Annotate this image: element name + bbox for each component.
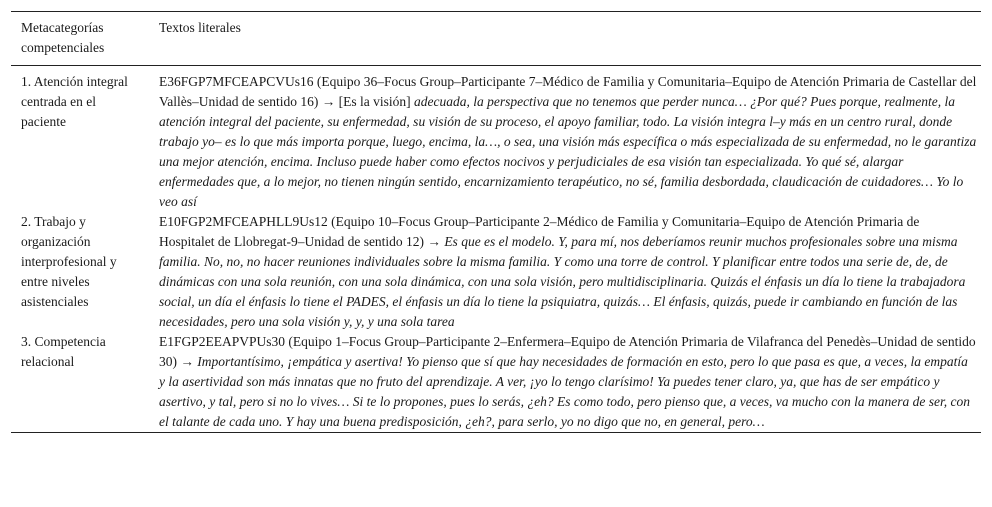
header-metacategories: Metacategorías competenciales [21,20,105,55]
table-row [11,332,981,433]
row-source: E36FGP7MFCEAPCVUs16 (Equipo 36–Focus Group–Participante 7–Médico de Familia y Comunitaria–Equipo de Atención Primaria de Castellar del Vallès–Unidad de sentido 16) → [Es la visión] [159,74,977,109]
row-category: 2. Trabajo y organización interprofesional y entre niveles asistenciales [21,214,117,309]
table-row [11,212,981,332]
row-source: E10FGP2MFCEAPHLL9Us12 (Equipo 10–Focus Group–Participante 2–Médico de Familia y Comunitaria–Equipo de Atención Primaria de Hospitalet de Llobregat-9–Unidad de sentido 12) → [159,214,920,249]
row-source: E1FGP2EEAPVPUs30 (Equipo 1–Focus Group–Participante 2–Enfermera–Equipo de Atención Primaria de Vilafranca del Penedès–Unidad de sentido 30) → [159,334,976,369]
row-category: 3. Competencia relacional [21,334,106,369]
row-quote: Es que es el modelo. Y, para mí, nos deberíamos reunir muchos profesionales sobre una misma familia. No, no, no hacer reuniones individuales sobre la misma familia. Y como una torre de control. Y planificar entre todos una serie de, de, de dinámicas con una sola reunión, con una sola dinámica, con una sola visión, pero multidisciplinaria. Quizás el énfasis un día lo tiene la trabajadora social, un día el énfasis lo tiene el PADES, el énfasis un día lo tiene la psiquiatra, quizás… El énfasis, quizás, puede ir cambiando en función de las necesidades, pero una sola visión y, y, y una sola tarea [159,234,966,329]
row-quote: Importantísimo, ¡empática y asertiva! Yo pienso que sí que hay necesidades de formación en esto, pero lo que pasa es que, a veces, la empatía y la asertividad son más innatas que no fruto del aprendizaje. A ver, ¡yo lo tengo clarísimo! Ya puedes tener claro, ya, que has de ser empático y asertivo, y tal, pero si no lo vives… Si te lo propones, pues lo serás, ¿eh? Es como todo, pero pienso que, a veces, va mucho con la manera de ser, con el talante de cada uno. Y hay una buena predisposición, ¿eh?, para serlo, yo no digo que no, en general, pero… [159,354,970,429]
table-header-row [11,12,981,66]
header-literal-texts: Textos literales [159,20,241,35]
competencies-table [11,11,981,433]
row-text [149,212,981,332]
row-quote: adecuada, la perspectiva que no tenemos que perder nunca… ¿Por qué? Pues porque, realmente, la atención integral del paciente, su enfermedad, su visión de su proceso, el apoyo familiar, todo. La visión integra l–y más en un centro rural, donde trabajo yo– es lo que más importa porque, luego, encima, la…, o sea, una visión más específica o más especializada de su enfermedad, no le garantiza una mejor atención, encima. Incluso puede haber como efectos nocivos y perjudiciales de esa visión tan especializada. Yo qué sé, alargar enfermedades que, a lo mejor, no tienen ningún sentido, encarnizamiento terapéutico, no sé, familia desbordada, claudicación de cuidadores… Yo lo veo así [159,94,977,209]
row-category: 1. Atención integral centrada en el paciente [21,74,128,129]
row-text [149,332,981,433]
row-text [149,66,981,213]
table-container [11,11,981,433]
table-row [11,66,981,213]
